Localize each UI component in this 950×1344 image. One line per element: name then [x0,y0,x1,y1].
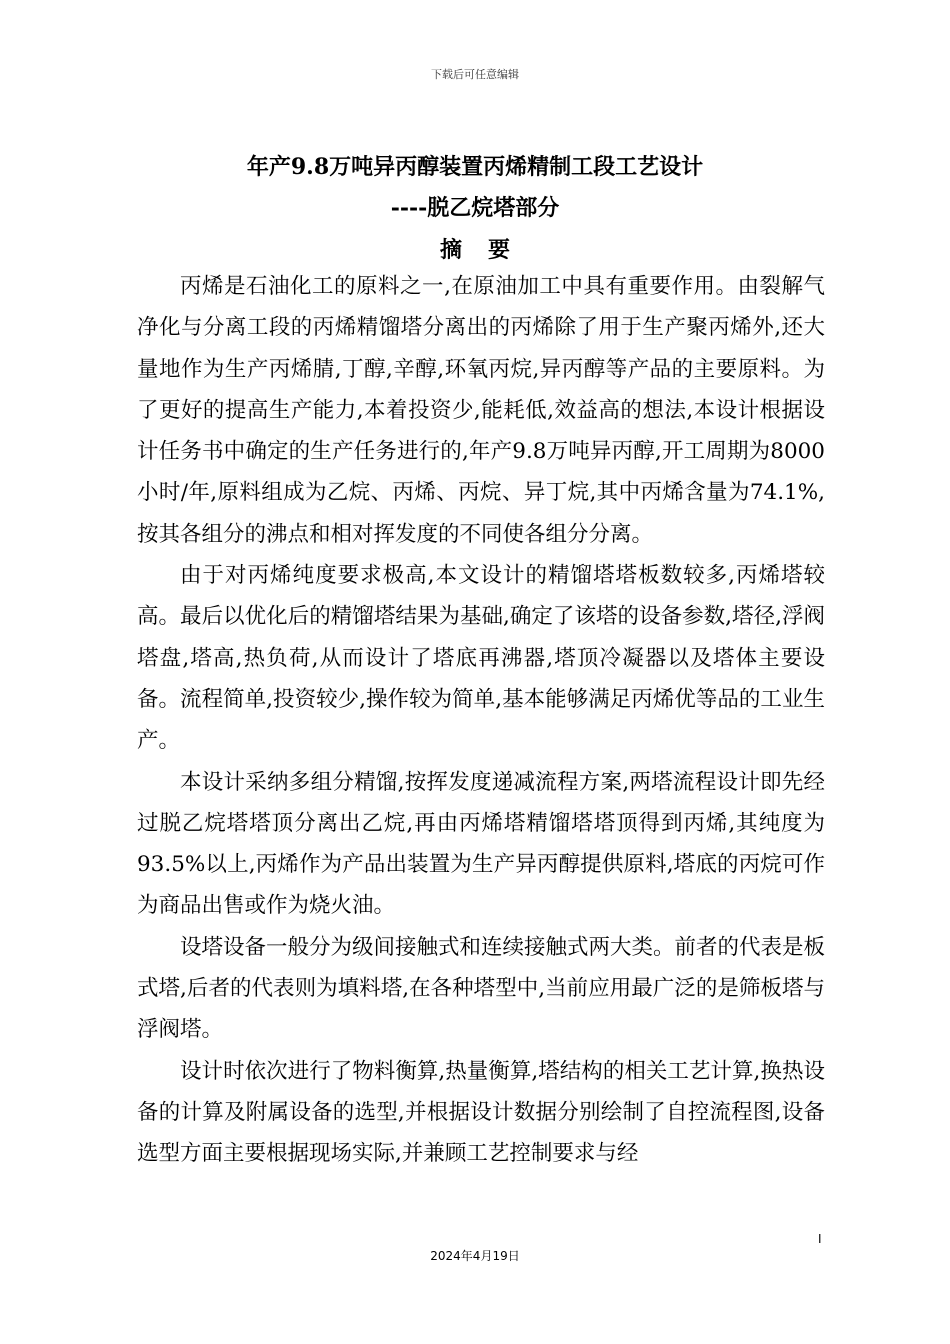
abstract-paragraph: 设计时依次进行了物料衡算,热量衡算,塔结构的相关工艺计算,换热设备的计算及附属设备的选型,并根据设计数据分别绘制了自控流程图,设备选型方面主要根据现场实际,并兼顾工艺控制要求与经 [137,1058,825,1167]
header-note: 下载后可任意编辑 [431,68,519,81]
footer-date: 2024年4月19日 [430,1249,520,1263]
abstract-paragraph: 丙烯是石油化工的原料之一,在原油加工中具有重要作用。由裂解气净化与分离工段的丙烯精馏塔分离出的丙烯除了用于生产聚丙烯外,还大量地作为生产丙烯腈,丁醇,辛醇,环氧丙烷,异丙醇等产品的主要原料。为了更好的提高生产能力,本着投资少,能耗低,效益高的想法,本设计根据设计任务书中确定的生产任务进行的,年产9.8万吨异丙醇,开工周期为8000小时/年,原料组成为乙烷、丙烯、丙烷、异丁烷,其中丙烯含量为74.1%,按其各组分的沸点和相对挥发度的不同使各组分分离。 [137,274,825,547]
abstract-paragraph: 由于对丙烯纯度要求极高,本文设计的精馏塔塔板数较多,丙烯塔较高。最后以优化后的精馏塔结果为基础,确定了该塔的设备参数,塔径,浮阀塔盘,塔高,热负荷,从而设计了塔底再沸器,塔顶冷凝器以及塔体主要设备。流程简单,投资较少,操作较为简单,基本能够满足丙烯优等品的工业生产。 [137,563,825,754]
document-subtitle: ----脱乙烷塔部分 [390,195,560,221]
page-number: I [818,1232,822,1246]
abstract-body [137,266,825,1175]
abstract-paragraph: 设塔设备一般分为级间接触式和连续接触式两大类。前者的代表是板式塔,后者的代表则为填料塔,在各种塔型中,当前应用最广泛的是筛板塔与浮阀塔。 [137,934,826,1043]
document-title: 年产9.8万吨异丙醇装置丙烯精制工段工艺设计 [246,154,704,180]
abstract-heading: 摘要 [439,237,536,263]
abstract-paragraph: 本设计采纳多组分精馏,按挥发度递减流程方案,两塔流程设计即先经过脱乙烷塔塔顶分离出乙烷,再由丙烯塔精馏塔塔顶得到丙烯,其纯度为93.5%以上,丙烯作为产品出装置为生产异丙醇提供原料,塔底的丙烷可作为商品出售或作为烧火油。 [137,769,825,919]
